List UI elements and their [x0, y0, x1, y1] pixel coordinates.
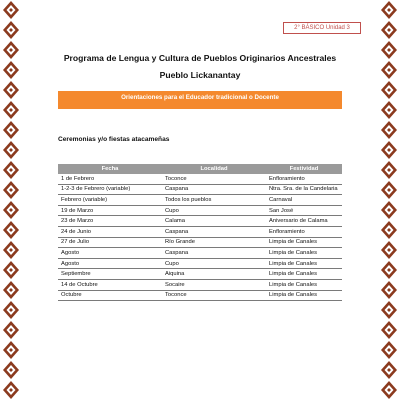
cell-date: Febrero (variable) [58, 195, 162, 206]
table-row [58, 205, 342, 216]
table-row [58, 216, 342, 227]
table-row [58, 184, 342, 195]
cell-locality: Caspana [162, 226, 266, 237]
section-heading: Ceremonias y/o fiestas atacameñas [58, 136, 170, 143]
cell-date: Agosto [58, 258, 162, 269]
table-row [58, 290, 342, 301]
ceremonies-table [58, 164, 342, 301]
table-row [58, 248, 342, 259]
cell-festivity: Carnaval [266, 195, 342, 206]
table-row [58, 279, 342, 290]
cell-date: 1-2-3 de Febrero (variable) [58, 184, 162, 195]
page-subtitle: Pueblo Lickanantay [159, 70, 241, 80]
cell-date: 14 de Octubre [58, 279, 162, 290]
cell-locality: Caspana [162, 184, 266, 195]
cell-date: 27 de Julio [58, 237, 162, 248]
table-body [58, 174, 342, 301]
cell-locality: Toconce [162, 174, 266, 184]
table-row [58, 269, 342, 280]
table-row [58, 237, 342, 248]
page-title: Programa de Lengua y Cultura de Pueblos Originarios Ancestrales [63, 53, 337, 63]
table-row [58, 195, 342, 206]
cell-locality: Caspana [162, 248, 266, 259]
cell-locality: Río Grande [162, 237, 266, 248]
decorative-border-left [2, 0, 20, 400]
cell-festivity: Enfloramiento [266, 174, 342, 184]
cell-festivity: Limpia de Canales [266, 258, 342, 269]
column-header-date: Fecha [58, 164, 162, 174]
orientation-banner: Orientaciones para el Educador tradicional o Docente [58, 91, 342, 109]
cell-festivity: Ntra. Sra. de la Candelaria [266, 184, 342, 195]
cell-date: Septiembre [58, 269, 162, 280]
cell-festivity: Limpia de Canales [266, 269, 342, 280]
cell-festivity: Limpia de Canales [266, 279, 342, 290]
cell-festivity: Aniversario de Calama [266, 216, 342, 227]
cell-locality: Toconce [162, 290, 266, 301]
grade-unit-badge: 2° BÁSICO Unidad 3 [283, 22, 361, 34]
cell-date: 1 de Febrero [58, 174, 162, 184]
column-header-festivity: Festividad [266, 164, 342, 174]
cell-locality: Cupo [162, 258, 266, 269]
cell-date: 24 de Junio [58, 226, 162, 237]
cell-date: Octubre [58, 290, 162, 301]
cell-festivity: Limpia de Canales [266, 237, 342, 248]
table-row [58, 258, 342, 269]
cell-locality: Cupo [162, 205, 266, 216]
decorative-border-right [380, 0, 398, 400]
table-row [58, 174, 342, 184]
cell-festivity: Enfloramiento [266, 226, 342, 237]
cell-locality: Todos los pueblos [162, 195, 266, 206]
column-header-locality: Localidad [162, 164, 266, 174]
cell-date: 23 de Marzo [58, 216, 162, 227]
cell-locality: Calama [162, 216, 266, 227]
cell-locality: Aiquina [162, 269, 266, 280]
cell-festivity: San José [266, 205, 342, 216]
cell-festivity: Limpia de Canales [266, 290, 342, 301]
cell-locality: Socaire [162, 279, 266, 290]
cell-festivity: Limpia de Canales [266, 248, 342, 259]
cell-date: Agosto [58, 248, 162, 259]
table-row [58, 226, 342, 237]
cell-date: 19 de Marzo [58, 205, 162, 216]
table-header-row [58, 164, 342, 174]
